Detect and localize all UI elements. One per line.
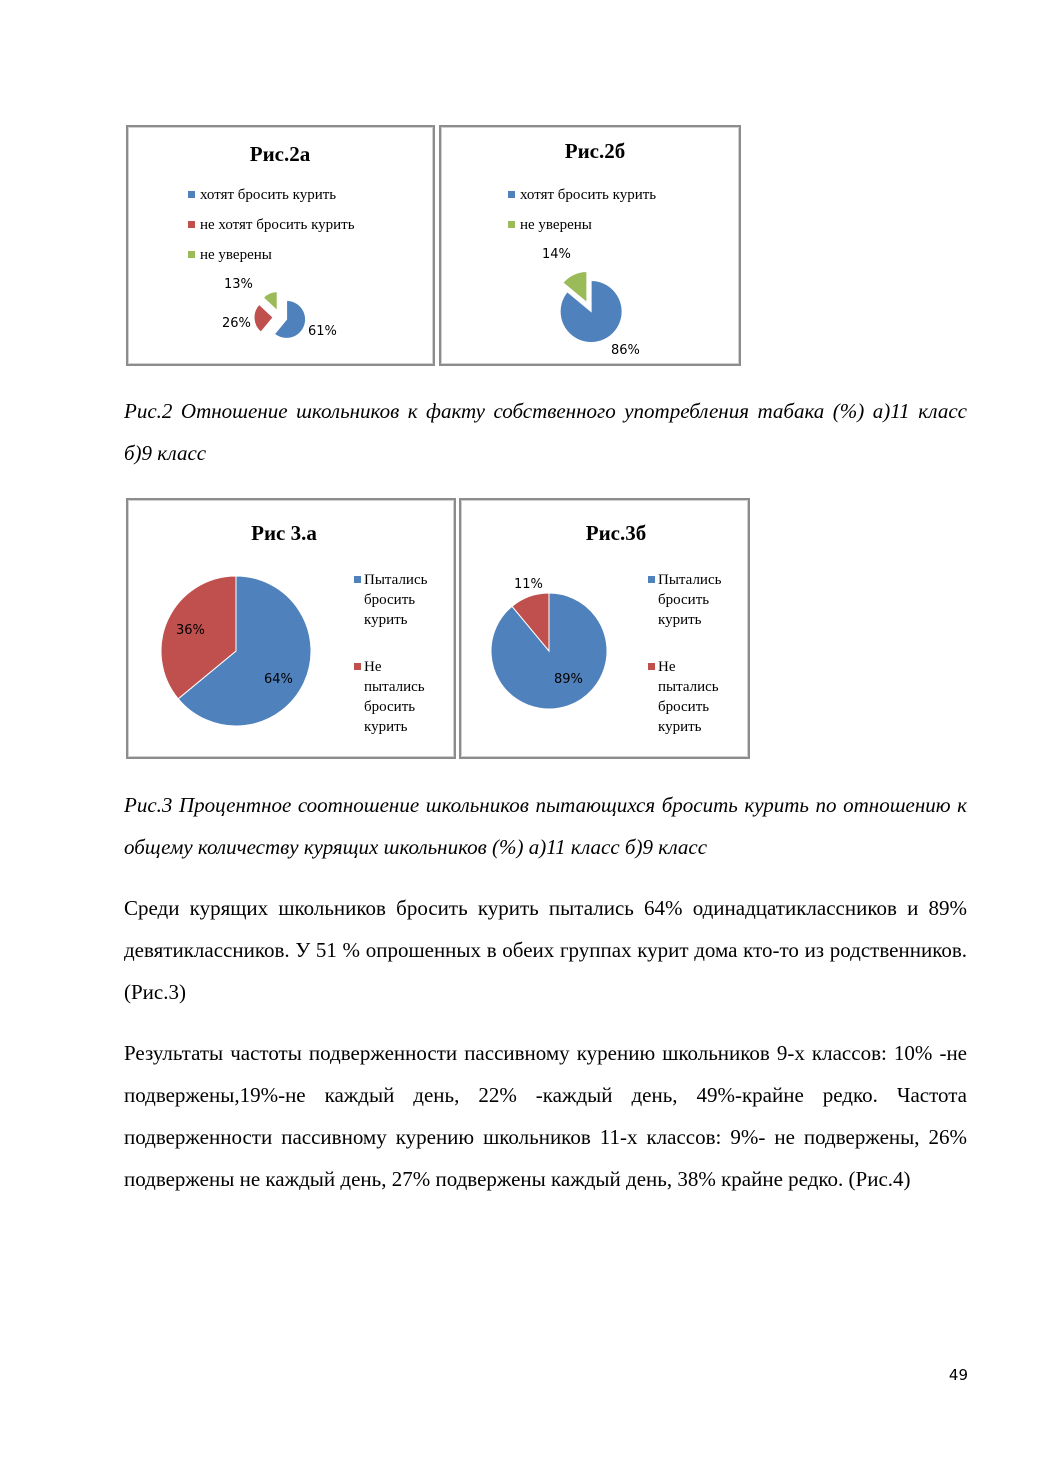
legend-label: не уверены: [520, 217, 592, 233]
data-label: 64%: [264, 672, 293, 687]
legend-label: бросить: [658, 699, 710, 715]
chart-3a: [126, 498, 456, 759]
legend-label: курить: [658, 612, 702, 628]
legend-label: Не: [364, 659, 382, 675]
chart-3b: [459, 498, 750, 759]
chart-2a-svg: [128, 127, 433, 364]
chart-title: Рис 3.а: [251, 521, 317, 545]
legend-label: пытались: [658, 679, 719, 695]
pie-slice: [274, 300, 305, 338]
pie-slice: [263, 292, 277, 311]
legend-label: не уверены: [200, 247, 272, 263]
legend-swatch: [188, 191, 195, 198]
data-label: 13%: [224, 277, 253, 292]
legend-label: курить: [364, 612, 408, 628]
data-label: 36%: [176, 623, 205, 638]
legend-label: не хотят бросить курить: [200, 217, 355, 233]
figure-3-caption: Рис.3 Процентное соотношение школьников пытающихся бросить курить по отношению к общему количеству курящих школьников (%) а)11 класс б)9 класс: [124, 793, 967, 859]
chart-2a: [126, 125, 435, 366]
legend-label: бросить: [364, 592, 416, 608]
chart-title: Рис.3б: [585, 521, 647, 545]
chart-2b-svg: [441, 127, 739, 364]
pie-3a: [161, 576, 311, 726]
chart-3b-svg: [461, 500, 748, 757]
legend-label: Пытались: [658, 572, 722, 588]
legend-label: курить: [658, 719, 702, 735]
data-label: 86%: [611, 343, 640, 358]
legend-swatch: [354, 663, 361, 670]
legend-label: Пытались: [364, 572, 428, 588]
legend-swatch: [648, 663, 655, 670]
pie-slice: [254, 304, 273, 332]
legend-label: хотят бросить курить: [520, 187, 657, 203]
legend-swatch: [648, 576, 655, 583]
data-label: 26%: [222, 316, 251, 331]
chart-2b: [439, 125, 741, 366]
legend-swatch: [354, 576, 361, 583]
pie-3b: [491, 593, 607, 709]
legend-swatch: [508, 221, 515, 228]
legend-label: бросить: [364, 699, 416, 715]
legend-swatch: [188, 221, 195, 228]
data-label: 61%: [308, 324, 337, 339]
legend-label: пытались: [364, 679, 425, 695]
pie-2b: [560, 271, 622, 342]
paragraph-2: Результаты частоты подверженности пассивному курению школьников 9-х классов: 10% -не подвержены,19%-не каждый день, 22% -каждый день, 49%-крайне редко. Частота подверженности пассивному курению школьников 11-х классов: 9%- не подвержены, 26% подвержены не каждый день, 27% подвержены каждый день, 38% крайне редко. (Рис.4): [124, 1041, 967, 1191]
paragraph-1: Среди курящих школьников бросить курить пытались 64% одинадцатиклассников и 89% девятиклассников. У 51 % опрошенных в обеих группах курит дома кто-то из родственников. (Рис.3): [124, 896, 967, 1004]
legend-swatch: [188, 251, 195, 258]
chart-3a-svg: [128, 500, 454, 757]
chart-title: Рис.2а: [249, 142, 311, 166]
legend-swatch: [508, 191, 515, 198]
page-number: 49: [948, 1366, 968, 1384]
legend-label: бросить: [658, 592, 710, 608]
pie-slice: [560, 281, 622, 343]
data-label: 14%: [542, 247, 571, 262]
chart-title: Рис.2б: [564, 139, 626, 163]
legend-label: Не: [658, 659, 676, 675]
figure-2-caption: Рис.2 Отношение школьников к факту собственного употребления табака (%) а)11 класс б)9 класс: [124, 399, 967, 465]
data-label: 11%: [514, 577, 543, 592]
data-label: 89%: [554, 672, 583, 687]
legend-label: курить: [364, 719, 408, 735]
legend-label: хотят бросить курить: [200, 187, 337, 203]
pie-2a: [254, 292, 306, 339]
